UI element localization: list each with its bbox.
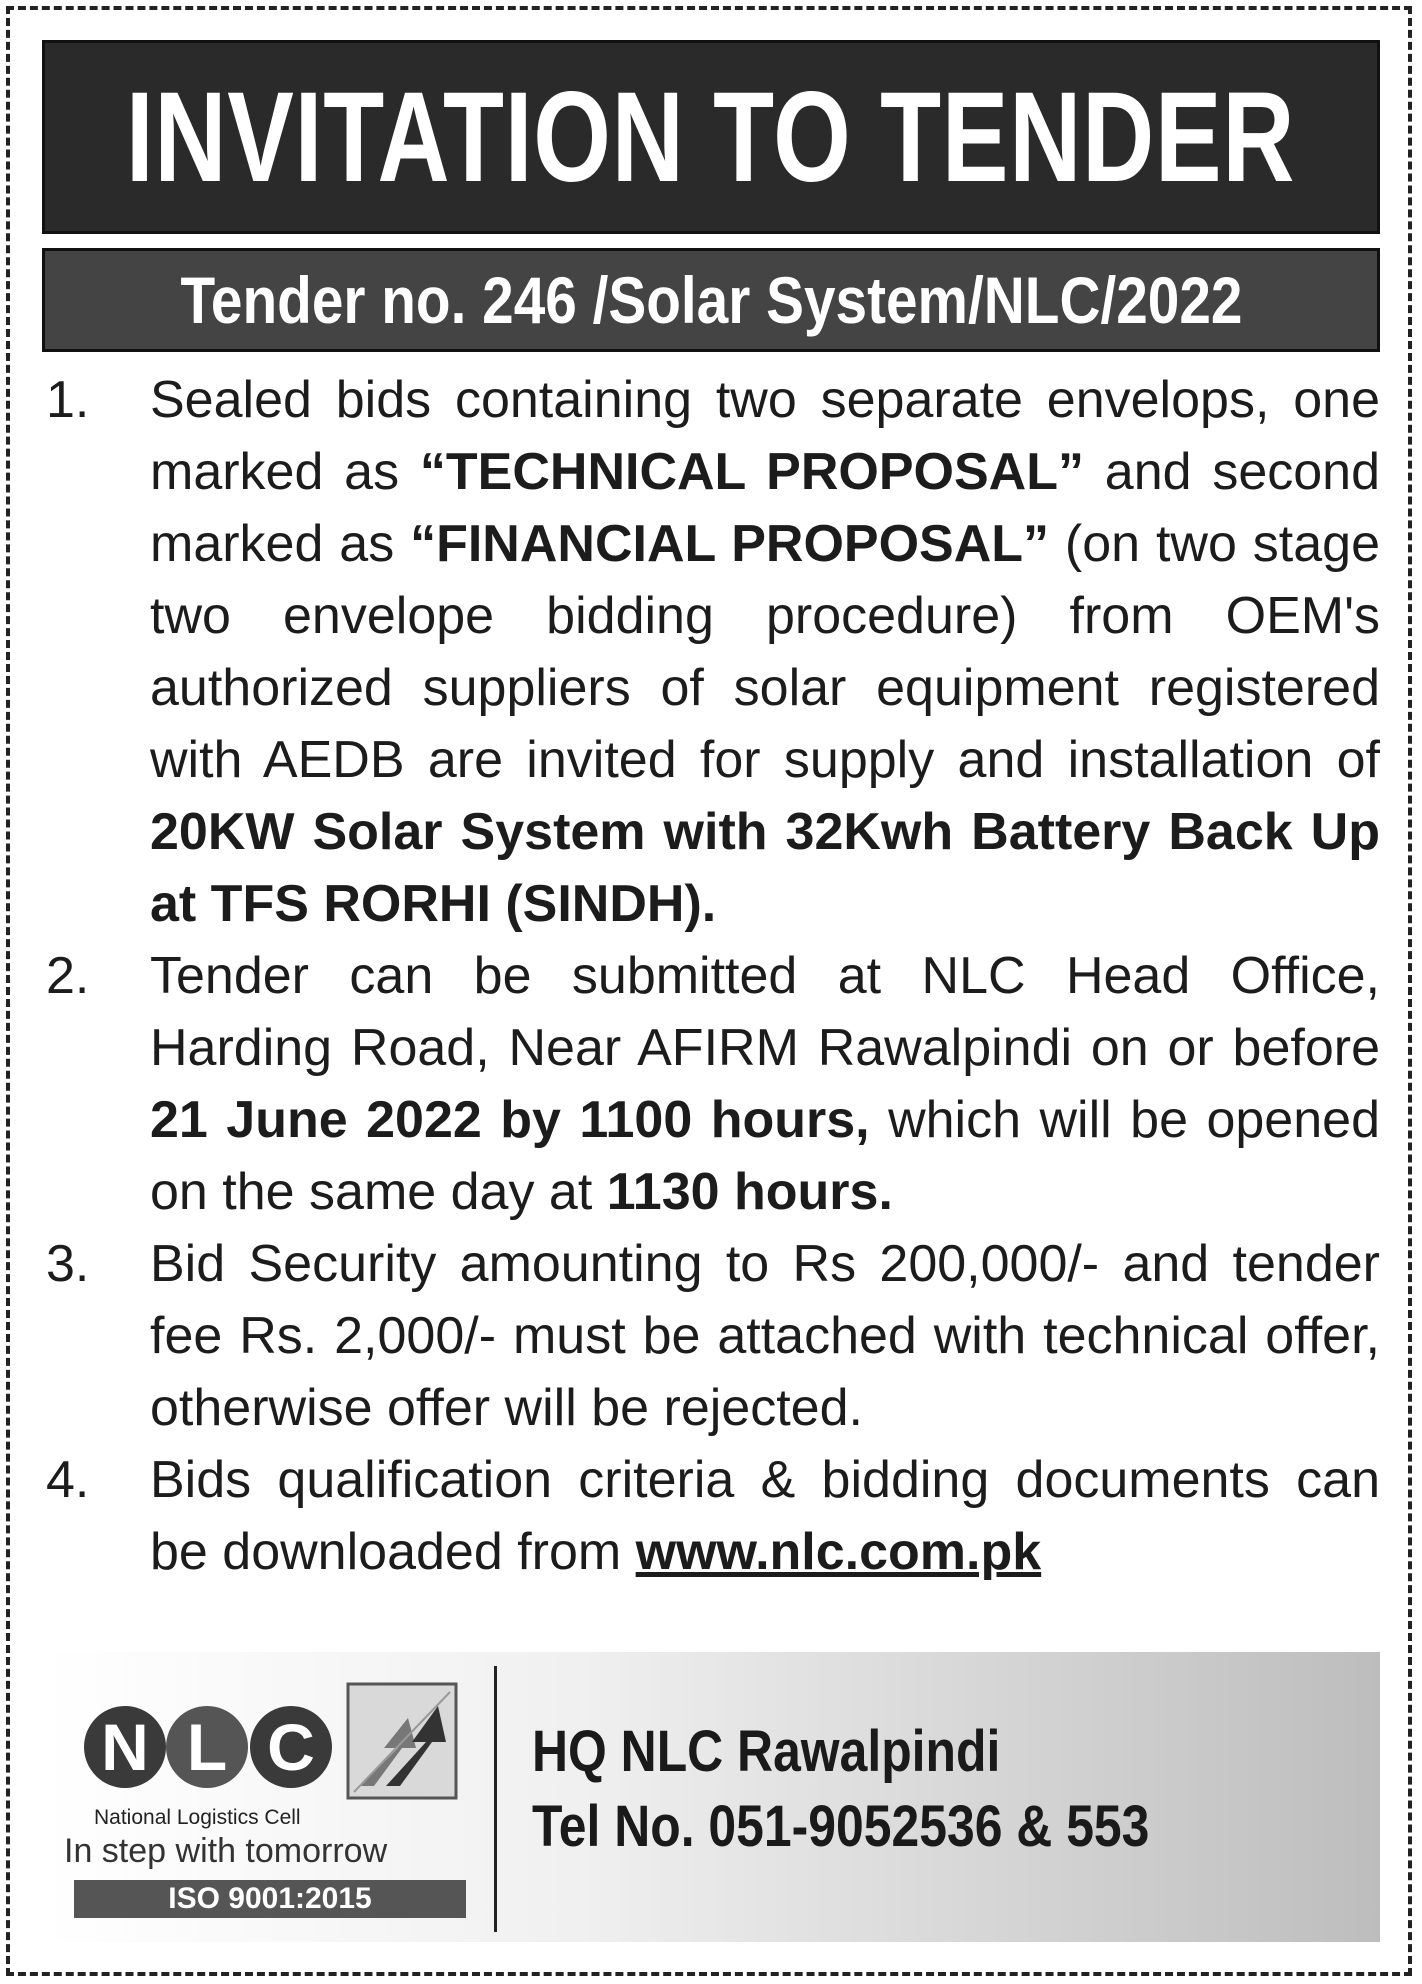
hq-address: HQ NLC Rawalpindi bbox=[532, 1719, 1001, 1784]
list-item bbox=[42, 364, 1380, 940]
nlc-arrow-icon bbox=[346, 1682, 458, 1800]
item-number: 4. bbox=[46, 1451, 90, 1509]
iso-badge: ISO 9001:2015 bbox=[74, 1880, 466, 1918]
item-number: 3. bbox=[46, 1235, 90, 1293]
contact-block bbox=[532, 1718, 1250, 1860]
list-item bbox=[42, 1444, 1380, 1588]
tender-number-banner bbox=[42, 248, 1380, 352]
footer-divider bbox=[494, 1666, 497, 1932]
telephone-number: Tel No. 051-9052536 & 553 bbox=[532, 1794, 1150, 1859]
website-link[interactable]: www.nlc.com.pk bbox=[635, 1523, 1042, 1581]
list-item bbox=[42, 1228, 1380, 1444]
title-banner bbox=[42, 40, 1380, 234]
item-text: Sealed bids containing two separate envelops, one marked as “TECHNICAL PROPOSAL” and second marked as “FINANCIAL PROPOSAL” (on two stage two envelope bidding procedure) from OEM's authorized suppliers of solar equipment registered with AEDB are invited for supply and installation of 20KW Solar System with 32Kwh Battery Back Up at TFS RORHI (SINDH). bbox=[150, 371, 1380, 933]
logo-letter-c: C bbox=[250, 1706, 332, 1788]
logo-tagline: In step with tomorrow bbox=[64, 1832, 388, 1870]
item-number: 2. bbox=[46, 947, 90, 1005]
logo-letter-l: L bbox=[166, 1706, 248, 1788]
logo-org-name: National Logistics Cell bbox=[94, 1806, 301, 1829]
item-text: Tender can be submitted at NLC Head Office, Harding Road, Near AFIRM Rawalpindi on or before 21 June 2022 by 1100 hours, which will be opened on the same day at 1130 hours. bbox=[150, 947, 1380, 1221]
tender-number: Tender no. 246 /Solar System/NLC/2022 bbox=[179, 263, 1243, 337]
footer-contact-panel bbox=[42, 1652, 1380, 1942]
logo-letter-n: N bbox=[84, 1706, 166, 1788]
item-text: Bid Security amounting to Rs 200,000/- and tender fee Rs. 2,000/- must be attached with technical offer, otherwise offer will be rejected. bbox=[150, 1235, 1380, 1437]
item-number: 1. bbox=[46, 371, 90, 429]
page-title: INVITATION TO TENDER bbox=[126, 65, 1296, 209]
tender-conditions-list bbox=[42, 364, 1380, 1588]
item-text: Bids qualification criteria & bidding documents can be downloaded from www.nlc.com.pk bbox=[150, 1451, 1380, 1581]
list-item bbox=[42, 940, 1380, 1228]
nlc-logo bbox=[54, 1682, 474, 1922]
